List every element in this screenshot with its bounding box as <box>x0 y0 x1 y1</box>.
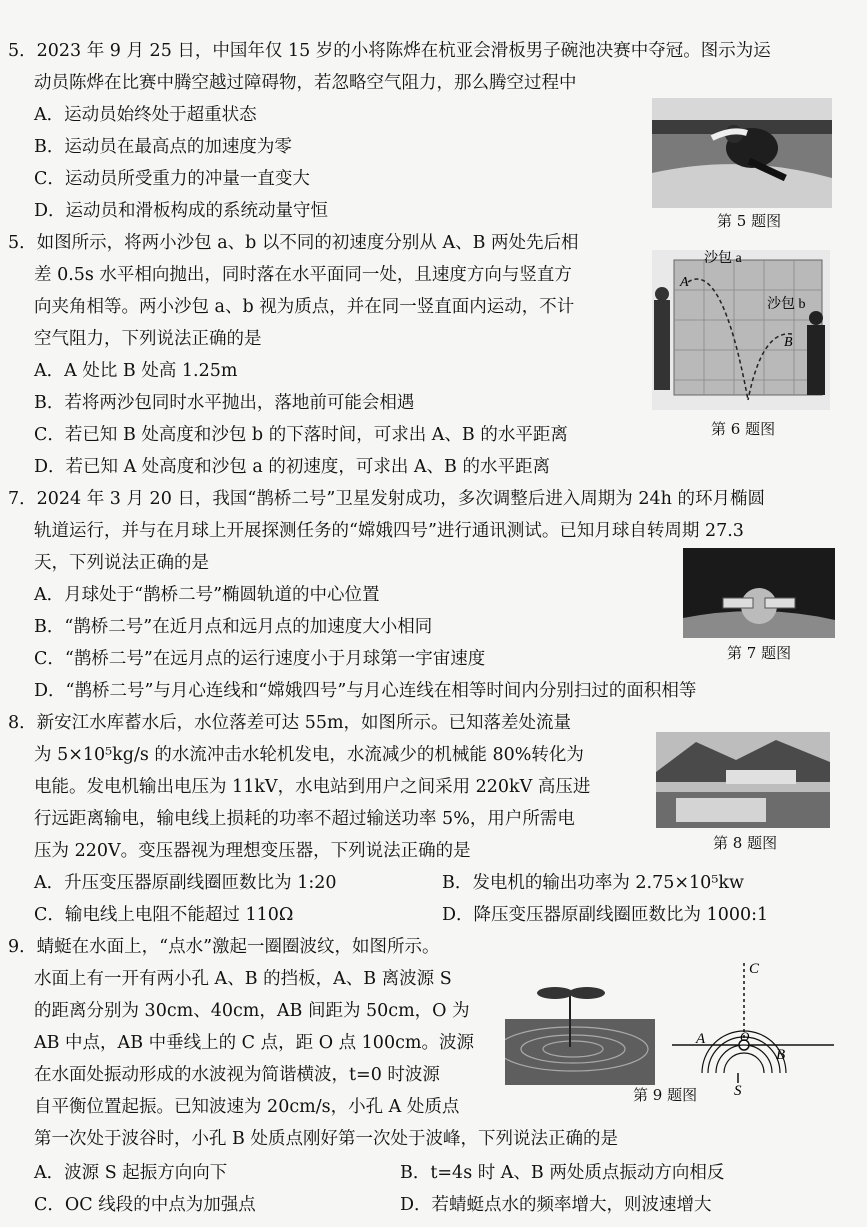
q7-satellite-photo <box>683 548 835 638</box>
q8-stem-line5: 压为 220V。变压器视为理想变压器，下列说法正确的是 <box>34 841 471 861</box>
q5-option-b: B．运动员在最高点的加速度为零 <box>34 137 292 157</box>
q8-option-a: A．升压变压器原副线圈匝数比为 1:20 <box>34 873 337 893</box>
q7-option-d: D．“鹊桥二号”与月心连线和“嫦娥四号”与月心连线在相等时间内分别扫过的面积相等 <box>34 681 697 701</box>
q8-stem-line2: 为 5×10⁵kg/s 的水流冲击水轮机发电，水流减少的机械能 80%转化为 <box>34 745 584 765</box>
q6-option-b: B．若将两沙包同时水平抛出，落地前可能会相遇 <box>34 393 415 413</box>
q6-stem-line4: 空气阻力，下列说法正确的是 <box>34 329 262 349</box>
q9-option-b: B．t=4s 时 A、B 两处质点振动方向相反 <box>400 1163 725 1183</box>
q7-stem-line3: 天，下列说法正确的是 <box>34 553 209 573</box>
q8-dam-photo <box>656 732 830 828</box>
q8-stem-line3: 电能。发电机输出电压为 11kV，水电站到用户之间采用 220kV 高压进 <box>34 777 591 797</box>
q6-fig-label-a: 沙包 a <box>704 251 742 266</box>
q9-figure-caption: 第 9 题图 <box>633 1086 698 1104</box>
q9-stem-line5: 在水面处振动形成的水波视为简谐横波，t=0 时波源 <box>34 1065 440 1085</box>
q6-figure-caption: 第 6 题图 <box>711 420 776 438</box>
q8-option-c: C．输电线上电阻不能超过 110Ω <box>34 905 294 925</box>
q9-option-d: D．若蜻蜓点水的频率增大，则波速增大 <box>400 1195 712 1215</box>
q8-stem-line1: 8．新安江水库蓄水后，水位落差可达 55m，如图所示。已知落差处流量 <box>8 713 572 733</box>
q9-stem-line1: 9．蜻蜓在水面上，“点水”激起一圈圈波纹，如图所示。 <box>8 937 440 957</box>
q9-option-a: A．波源 S 起振方向向下 <box>34 1163 228 1183</box>
q9-fig-point-c: C <box>749 961 760 977</box>
q6-stem-line3: 向夹角相等。两小沙包 a、b 视为质点，并在同一竖直面内运动，不计 <box>34 297 575 317</box>
q7-option-c: C．“鹊桥二号”在远月点的运行速度小于月球第一宇宙速度 <box>34 649 486 669</box>
q9-stem-line2: 水面上有一开有两小孔 A、B 的挡板，A、B 离波源 S <box>34 969 452 989</box>
q9-stem-line6: 自平衡位置起振。已知波速为 20cm/s，小孔 A 处质点 <box>34 1097 460 1117</box>
q7-option-b: B．“鹊桥二号”在近月点和远月点的加速度大小相同 <box>34 617 433 637</box>
q6-option-a: A．A 处比 B 处高 1.25m <box>34 361 238 381</box>
q9-option-c: C．OC 线段的中点为加强点 <box>34 1195 256 1215</box>
q9-stem-line7: 第一次处于波谷时，小孔 B 处质点刚好第一次处于波峰，下列说法正确的是 <box>34 1129 618 1149</box>
q8-stem-line4: 行远距离输电，输电线上损耗的功率不超过输送功率 5%，用户所需电 <box>34 809 575 829</box>
q8-figure-caption: 第 8 题图 <box>713 834 778 852</box>
q9-fig-point-o: O <box>740 1029 750 1044</box>
q5-skateboard-photo <box>652 98 832 208</box>
q7-option-a: A．月球处于“鹊桥二号”椭圆轨道的中心位置 <box>34 585 380 605</box>
q6-fig-point-b: B <box>784 335 793 350</box>
q6-option-c: C．若已知 B 处高度和沙包 b 的下落时间，可求出 A、B 的水平距离 <box>34 425 568 445</box>
q5-stem-line2: 动员陈烨在比赛中腾空越过障碍物，若忽略空气阻力，那么腾空过程中 <box>34 73 577 93</box>
q9-wave-diagram <box>662 955 834 1095</box>
q9-stem-line3: 的距离分别为 30cm、40cm，AB 间距为 50cm，O 为 <box>34 1001 470 1021</box>
q9-fig-point-a: A <box>696 1031 706 1047</box>
q7-figure-caption: 第 7 题图 <box>727 644 792 662</box>
q5-option-c: C．运动员所受重力的冲量一直变大 <box>34 169 310 189</box>
q6-fig-point-a: A <box>680 275 689 290</box>
q6-option-d: D．若已知 A 处高度和沙包 a 的初速度，可求出 A、B 的水平距离 <box>34 457 550 477</box>
q8-option-b: B．发电机的输出功率为 2.75×10⁵kw <box>442 873 744 893</box>
q6-fig-label-b: 沙包 b <box>767 297 806 312</box>
q7-stem-line2: 轨道运行，并与在月球上开展探测任务的“嫦娥四号”进行通讯测试。已知月球自转周期 27.3 <box>34 521 744 541</box>
q5-option-a: A．运动员始终处于超重状态 <box>34 105 257 125</box>
q7-stem-line1: 7．2024 年 3 月 20 日，我国“鹊桥二号”卫星发射成功，多次调整后进入周期为 24h 的环月椭圆 <box>8 489 765 509</box>
q5-option-d: D．运动员和滑板构成的系统动量守恒 <box>34 201 329 221</box>
q5-stem-line1: 5．2023 年 9 月 25 日，中国年仅 15 岁的小将陈烨在杭亚会滑板男子碗池决赛中夺冠。图示为运 <box>8 41 771 61</box>
q8-option-d: D．降压变压器原副线圈匝数比为 1000:1 <box>442 905 769 925</box>
q9-stem-line4: AB 中点，AB 中垂线上的 C 点，距 O 点 100cm。波源 <box>34 1033 474 1053</box>
q9-dragonfly-photo <box>505 975 655 1085</box>
q9-fig-point-b: B <box>776 1047 786 1063</box>
q5-figure-caption: 第 5 题图 <box>717 212 782 230</box>
q6-stem-line1: 5．如图所示，将两小沙包 a、b 以不同的初速度分别从 A、B 两处先后相 <box>8 233 579 253</box>
q6-sandbag-photo <box>652 250 830 410</box>
q6-stem-line2: 差 0.5s 水平相向抛出，同时落在水平面同一处，且速度方向与竖直方 <box>34 265 572 285</box>
q9-fig-point-s: S <box>734 1083 742 1095</box>
